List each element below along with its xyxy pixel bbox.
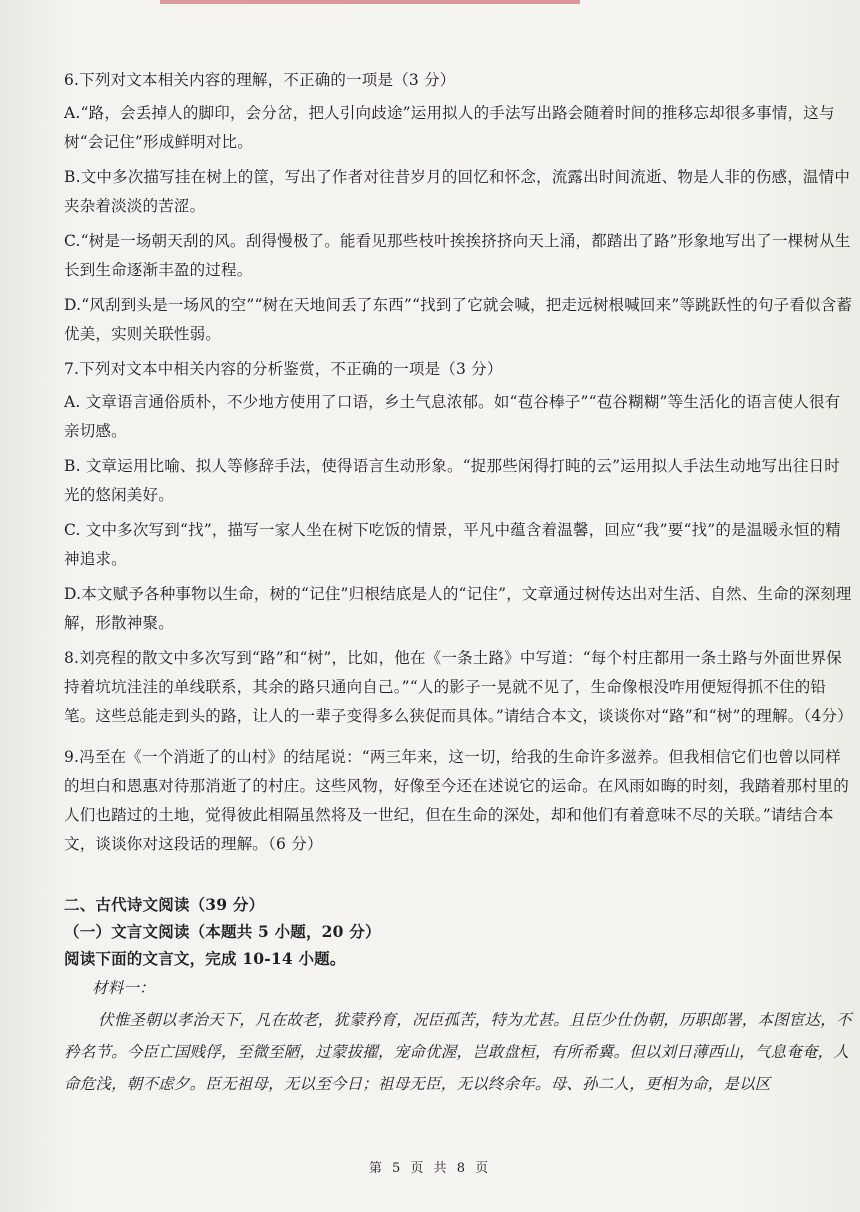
- material-label: 材料一：: [92, 979, 155, 997]
- page-content: [64, 66, 854, 1100]
- top-edge-mark: [160, 0, 580, 4]
- question-7-stem: 7.下列对文本中相关内容的分析鉴赏，不正确的一项是（3 分）: [64, 360, 503, 378]
- question-9: 9.冯至在《一个消逝了的山村》的结尾说：“两三年来，这一切，给我的生命许多滋养。但我相信它们也曾以同样的坦白和恩惠对待那消逝了的村庄。这些风物，好像至今还在述说它的运命。在风雨如晦的时刻，我踏着那村里的人们也踏过的土地，觉得彼此相隔虽然将及一世纪，但在生命的深处，却和他们有着意味不尽的关联。”请结合本文，谈谈你对这段话的理解。（6 分）: [64, 748, 850, 853]
- question-7-option-d: D.本文赋予各种事物以生命，树的“记住”归根结底是人的“记住”，文章通过树传达出对生活、自然、生命的深刻理解，形散神聚。: [64, 585, 852, 632]
- material-text: 伏惟圣朝以孝治天下，凡在故老，犹蒙矜育，况臣孤苦，特为尤甚。且臣少仕伪朝，历职郎署，本图宦达，不矜名节。今臣亡国贱俘，至微至陋，过蒙拔擢，宠命优渥，岂敢盘桓，有所希冀。但以刘日薄西山，气息奄奄，人命危浅，朝不虑夕。臣无祖母，无以至今日；祖母无臣，无以终余年。母、孙二人，更相为命，是以区: [64, 1011, 852, 1093]
- question-6-stem: 6.下列对文本相关内容的理解，不正确的一项是（3 分）: [64, 71, 456, 89]
- question-6-option-d: D.“风刮到头是一场风的空”“树在天地间丢了东西”“找到了它就会喊，把走远树根喊回来”等跳跃性的句子看似含蓄优美，实则关联性弱。: [64, 296, 853, 343]
- question-7-option-a: A. 文章语言通俗质朴，不少地方使用了口语，乡土气息浓郁。如“苞谷棒子”“苞谷糊糊”等生活化的语言使人很有亲切感。: [64, 393, 841, 440]
- question-8: 8.刘亮程的散文中多次写到“路”和“树”，比如，他在《一条土路》中写道：“每个村庄都用一条土路与外面世界保持着坑坑洼洼的单线联系，其余的路只通向自己。”“人的影子一晃就不见了，生命像根没咋用便短得抓不住的铅笔。这些总能走到头的路，让人的一辈子变得多么狭促而具体。”请结合本文，谈谈你对“路”和“树”的理解。（4分）: [64, 649, 853, 725]
- question-7-option-c: C. 文中多次写到“找”，描写一家人坐在树下吃饭的情景，平凡中蕴含着温馨，回应“我”要“找”的是温暖永恒的精神追求。: [64, 521, 842, 568]
- question-6-option-c: C.“树是一场朝天刮的风。刮得慢极了。能看见那些枝叶挨挨挤挤向天上涌，都踏出了路”形象地写出了一棵树从生长到生命逐渐丰盈的过程。: [64, 232, 851, 279]
- section-instruction: 阅读下面的文言文，完成 10-14 小题。: [64, 949, 346, 968]
- question-7-option-b: B. 文章运用比喻、拟人等修辞手法，使得语言生动形象。“捉那些闲得打盹的云”运用拟人手法生动地写出往日时光的悠闲美好。: [64, 457, 840, 504]
- section-subtitle: （一）文言文阅读（本题共 5 小题，20 分）: [64, 922, 381, 941]
- question-6-option-b: B.文中多次描写挂在树上的筐，写出了作者对往昔岁月的回忆和怀念，流露出时间流逝、物是人非的伤感，温情中夹杂着淡淡的苦涩。: [64, 168, 851, 215]
- classical-material: [64, 972, 854, 1100]
- section-title: 二、古代诗文阅读（39 分）: [64, 895, 265, 914]
- page-number-footer: 第 5 页 共 8 页: [368, 1161, 492, 1176]
- question-6-option-a: A.“路，会丢掉人的脚印，会分岔，把人引向歧途”运用拟人的手法写出路会随着时间的推移忘却很多事情，这与树“会记住”形成鲜明对比。: [64, 104, 835, 151]
